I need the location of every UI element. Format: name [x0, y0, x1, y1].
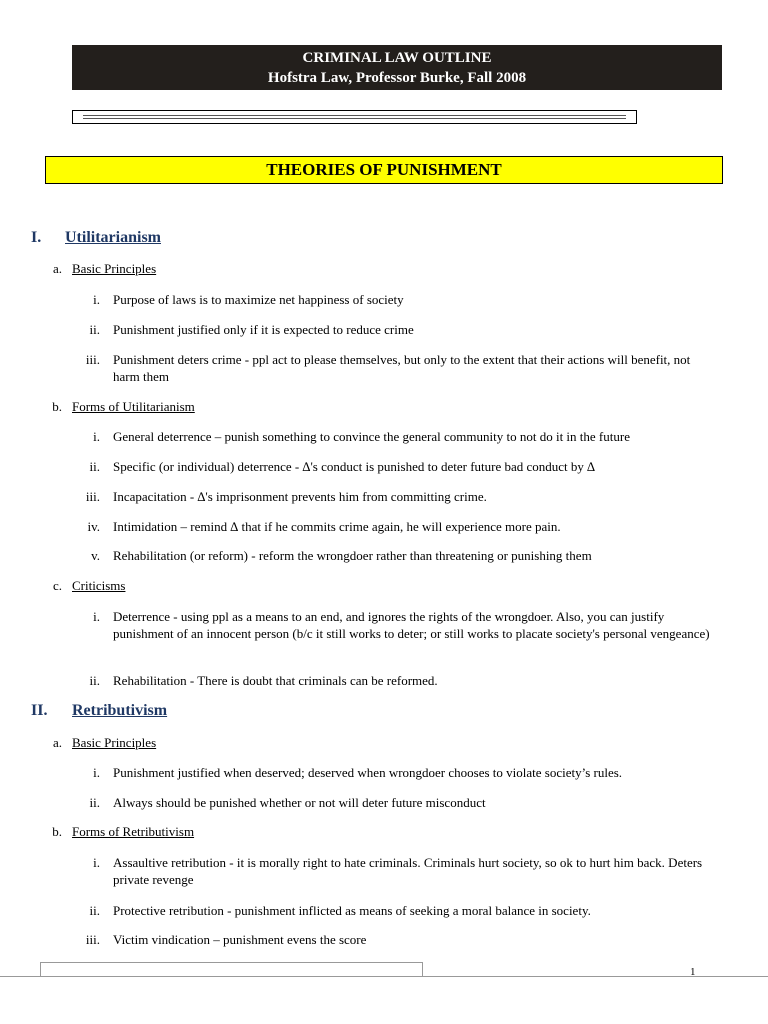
- item-number: ii.: [89, 795, 100, 810]
- item-text: Purpose of laws is to maximize net happiness of society: [113, 292, 404, 307]
- item-number: i.: [93, 609, 100, 624]
- item-text: Assaultive retribution - it is morally right to hate criminals. Criminals hurt society, so ok to hurt him back. Deters private revenge: [113, 855, 703, 887]
- subsection-number: a.: [52, 261, 62, 276]
- item-number: ii.: [89, 322, 100, 337]
- subsection-number: b.: [52, 824, 62, 839]
- rule-line: [83, 115, 626, 116]
- header-subtitle: Hofstra Law, Professor Burke, Fall 2008: [267, 70, 527, 86]
- footer-tab: [40, 962, 423, 976]
- item-number: iii.: [85, 352, 100, 367]
- item-text: Specific (or individual) deterrence - ∆'s conduct is punished to deter future bad conduct by ∆: [113, 459, 596, 474]
- subsection-number: b.: [52, 399, 62, 414]
- section-title: Retributivism: [72, 702, 168, 719]
- item-number: i.: [93, 765, 100, 780]
- item-text: Incapacitation - ∆'s imprisonment prevents him from committing crime.: [113, 489, 487, 504]
- item-text: Intimidation – remind ∆ that if he commits crime again, he will experience more pain.: [113, 519, 561, 534]
- item-number: i.: [93, 429, 100, 444]
- section-number: II.: [31, 702, 48, 719]
- item-text: Punishment justified only if it is expected to reduce crime: [113, 322, 414, 337]
- section-title: Utilitarianism: [65, 229, 161, 246]
- item-text: Punishment justified when deserved; deserved when wrongdoer chooses to violate society’s rules.: [113, 765, 623, 780]
- item-number: iv.: [87, 519, 100, 534]
- item-text: Victim vindication – punishment evens the score: [113, 932, 367, 947]
- item-text: General deterrence – punish something to convince the general community to not do it in the future: [113, 429, 630, 444]
- subsection-number: a.: [52, 735, 62, 750]
- section-banner: THEORIES OF PUNISHMENT: [45, 156, 723, 184]
- subsection-number: c.: [52, 578, 62, 593]
- section-number: I.: [31, 229, 42, 246]
- item-text: Punishment deters crime - ppl act to please themselves, but only to the extent that their actions will benefit, not harm them: [113, 352, 691, 384]
- item-text: Always should be punished whether or not will deter future misconduct: [113, 795, 486, 810]
- double-rule-box: [72, 110, 637, 124]
- subsection-title: Basic Principles: [72, 735, 157, 750]
- item-number: ii.: [89, 673, 100, 688]
- subsection-title: Forms of Utilitarianism: [72, 399, 195, 414]
- item-number: i.: [93, 292, 100, 307]
- item-number: i.: [93, 855, 100, 870]
- subsection-title: Forms of Retributivism: [72, 824, 195, 839]
- item-number: iii.: [85, 932, 100, 947]
- item-text: Rehabilitation - There is doubt that criminals can be reformed.: [113, 673, 438, 688]
- header-title: CRIMINAL LAW OUTLINE: [302, 50, 492, 66]
- item-number: iii.: [85, 489, 100, 504]
- item-text: Deterrence - using ppl as a means to an end, and ignores the rights of the wrongdoer. Also, you can justify punishment of an innocent person (b/c it still works to deter; or still works to placate society's personal vengeance): [113, 609, 710, 641]
- page-number: 1: [690, 966, 696, 978]
- item-text: Rehabilitation (or reform) - reform the wrongdoer rather than threatening or punishing them: [113, 548, 592, 563]
- item-text: Protective retribution - punishment inflicted as means of seeking a moral balance in society.: [113, 903, 591, 918]
- footer-rule: [0, 976, 768, 977]
- subsection-title: Criticisms: [72, 578, 126, 593]
- item-number: ii.: [89, 459, 100, 474]
- item-number: v.: [91, 548, 100, 563]
- rule-line: [83, 118, 626, 119]
- item-number: ii.: [89, 903, 100, 918]
- document-header: [72, 45, 722, 90]
- subsection-title: Basic Principles: [72, 261, 157, 276]
